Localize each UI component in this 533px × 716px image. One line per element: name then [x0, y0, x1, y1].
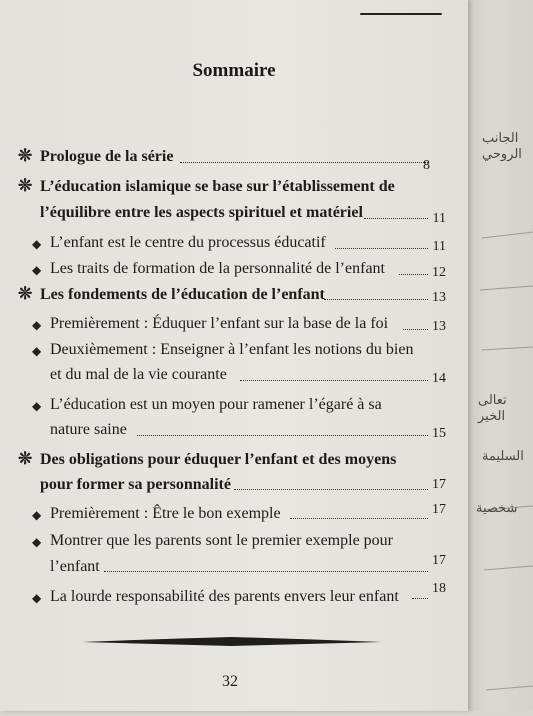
diamond-icon: ◆ — [32, 591, 42, 605]
leader-dots — [104, 571, 428, 572]
toc-page-number: 8 — [423, 158, 430, 173]
diamond-icon: ◆ — [32, 399, 42, 413]
toc-entry-title-cont: l’enfant — [50, 558, 100, 575]
toc-page-number: 15 — [432, 426, 446, 441]
leader-dots — [234, 489, 428, 490]
toc-page-number: 18 — [432, 581, 446, 596]
toc-entry-title: Montrer que les parents sont le premier exemple pour — [50, 532, 393, 549]
diamond-icon: ◆ — [32, 508, 42, 522]
facing-page-fragment: الجانب الروحي — [482, 130, 522, 161]
toc-entry-title-cont: nature saine — [50, 421, 127, 438]
toc-entry-title: Premièrement : Être le bon exemple — [50, 505, 281, 522]
toc-page-number: 14 — [432, 371, 446, 386]
diamond-icon: ◆ — [32, 344, 42, 358]
asterisk-flower-icon: ❊ — [18, 449, 33, 468]
toc-page-number: 12 — [432, 265, 446, 280]
toc-page-number: 17 — [432, 502, 446, 517]
facing-page-fragment: السليمة — [482, 448, 524, 463]
diamond-icon: ◆ — [32, 535, 42, 549]
leader-dots — [137, 435, 428, 436]
toc-page-number: 13 — [432, 319, 446, 334]
asterisk-flower-icon: ❊ — [18, 176, 33, 195]
diamond-icon: ◆ — [32, 263, 42, 277]
asterisk-flower-icon: ❊ — [18, 284, 33, 303]
toc-entry-title: Des obligations pour éduquer l’enfant et des moyens — [40, 451, 397, 468]
facing-page-fragment: تعالى الخير — [478, 392, 507, 423]
toc-entry-title: L’éducation islamique se base sur l’établissement de — [40, 178, 395, 195]
page-number: 32 — [222, 673, 238, 690]
toc-entry-title: La lourde responsabilité des parents envers leur enfant — [50, 588, 399, 605]
leader-dots — [324, 299, 428, 300]
toc-entry-title-cont: et du mal de la vie courante — [50, 366, 227, 383]
toc-entry-title: Les traits de formation de la personnalité de l’enfant — [50, 260, 385, 277]
toc-entry-title-cont: pour former sa personnalité — [40, 476, 231, 493]
header-rule — [360, 13, 442, 15]
toc-page-number: 17 — [432, 477, 446, 492]
toc-entry-title: Les fondements de l’éducation de l’enfant — [40, 286, 325, 303]
facing-page-lines — [460, 0, 533, 711]
toc-page-number: 11 — [432, 211, 446, 226]
toc-entry-title: Deuxièmement : Enseigner à l’enfant les notions du bien — [50, 341, 414, 358]
asterisk-flower-icon: ❊ — [18, 146, 33, 165]
toc-entry-title: Premièrement : Éduquer l’enfant sur la base de la foi — [50, 315, 389, 332]
leader-dots — [180, 162, 428, 163]
toc-page-number: 17 — [432, 553, 446, 568]
leader-dots — [290, 518, 428, 519]
toc-entry-title: L’enfant est le centre du processus éducatif — [50, 234, 326, 251]
page-title: Sommaire — [192, 60, 276, 81]
facing-page — [460, 0, 533, 711]
diamond-icon: ◆ — [32, 318, 42, 332]
diamond-icon: ◆ — [32, 237, 42, 251]
ornament-divider — [82, 634, 382, 650]
toc-page-number: 11 — [432, 239, 446, 254]
toc-page-number: 13 — [432, 290, 446, 305]
toc-entry-title-cont: l’équilibre entre les aspects spirituel et matériel — [40, 204, 363, 221]
leader-dots — [335, 248, 428, 249]
toc-entry-title: L’éducation est un moyen pour ramener l’égaré à sa — [50, 396, 382, 413]
facing-page-fragment: شخصية — [476, 500, 518, 515]
toc-entry-title: Prologue de la série — [40, 148, 174, 165]
leader-dots — [240, 380, 428, 381]
leader-dots — [364, 218, 428, 219]
